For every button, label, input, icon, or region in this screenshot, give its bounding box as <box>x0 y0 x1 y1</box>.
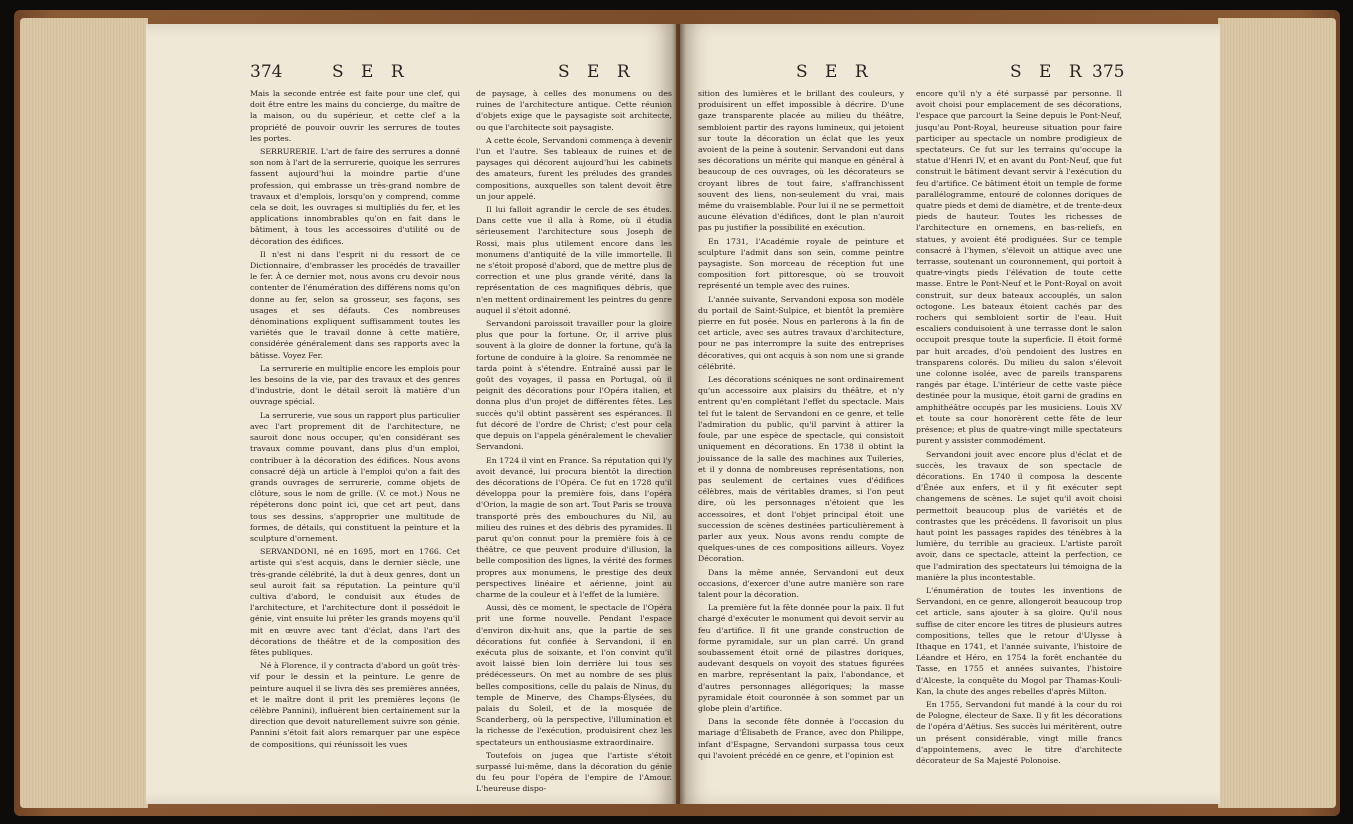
paragraph: Toutefois on jugea que l'artiste s'étoit surpassé lui-même, dans la décoration du génie du feu pour l'opéra de l'empire de l'Amour. L'heureuse dispo- <box>476 750 672 794</box>
page-number-right: 375 <box>1092 62 1125 82</box>
paragraph: encore qu'il n'y a été surpassé par personne. Il avoit choisi pour emplacement de ses décorations, l'espace que parcourt la Seine depuis le Pont-Neuf, jusqu'au Pont-Royal, heureuse situation pour faire participer au spectacle un nombre prodigieux de spectateurs. Ce fut sur les terrains qu'occupe la statue d'Henri IV, et en avant du Pont-Neuf, que fut construit le bâtiment devant servir à l'exécution du feu d'artifice. Ce bâtiment étoit un temple de forme parallélogramme, entouré de colonnes doriques de quatre pieds et demi de diamètre, et de trente-deux pieds de hauteur. Toutes les richesses de l'architecture en ornemens, en bas-reliefs, en statues, y avoient été prodiguées. Sur ce temple consacré à l'hymen, s'élevoit un attique avec une terrasse, soutenant un couronnement, qui portoit à quatre-vingts pieds l'élévation de toute cette masse. Entre le Pont-Neuf et le Pont-Royal on avoit construit, sur deux bateaux accouplés, un salon octogone. Les bateaux étoient cachés par des rochers qui sembloient sortir de l'eau. Huit escaliers conduisoient à une terrasse dont le salon occupoit presque toute la superficie. Il étoit formé par huit arcades, d'où pendoient des lustres en transparens colorés. Du milieu du salon s'élevoit une colonne isolée, avec de pareils transparens rangés par étage. L'intérieur de cette vaste pièce destinée pour la musique, étoit garni de gradins en amphithéâtre occupés par les musiciens. Louis XV et toute sa cour honorèrent cette fête de leur présence; et plus de quatre-vingt mille spectateurs purent y assister commodément. <box>916 89 1122 446</box>
page-number-left: 374 <box>250 62 283 82</box>
paragraph: Servandoni paroissoit travailler pour la gloire plus que pour la fortune. Or, il arrive plus souvent à la gloire de donner la fortune, qu'à la fortune de conduire à la gloire. Sa renommée ne tarda point à s'étendre. Entraîné aussi par le goût des voyages, il passa en Portugal, où il peignit des décorations pour l'Opéra italien, et donna plus d'un projet de différentes fêtes. Les succès qu'il obtint passèrent ses espérances. Il fut décoré de l'ordre de Christ; c'est pour cela que depuis on l'appela généralement le chevalier Servandoni. <box>476 319 672 452</box>
page-edges-right <box>1218 18 1336 808</box>
paragraph: Mais la seconde entrée est faite pour une clef, qui doit être entre les mains du concierge, du maître de la maison, ou du supérieur, et cette clef a la propriété de pouvoir ouvrir les serrures de toutes les portes. <box>250 89 460 143</box>
paragraph: La serrurerie en multiplie encore les emplois pour les besoins de la vie, par des travaux et des genres d'industrie, dont le détail seroit là matière d'un ouvrage spécial. <box>250 363 460 407</box>
running-head-right-col2: S E R <box>1010 62 1088 82</box>
paragraph: Les décorations scéniques ne sont ordinairement qu'un accessoire aux plaisirs du théâtre, et n'y entrent qu'en complétant l'effet du spectacle. Mais tel fut le talent de Servandoni en ce genre, et telle l'admiration du public, qu'il parvint à attirer la foule, par une espèce de spectacle, qui consistoit uniquement en décorations. En 1738 il obtint la jouissance de la salle des machines aux Tuileries, et il y donna de nombreuses représentations, non pas seulement de certaines vues d'édifices célèbres, mais de véritables drames, si l'on peut dire, où les personnages n'étoient que les accessoires, et dont l'objet principal étoit une succession de scènes destinées particulièrement à parler aux yeux. Nous avons rendu compte de quelques-unes de ces compositions ailleurs. Voyez Décoration. <box>698 375 904 564</box>
paragraph: L'énumération de toutes les inventions de Servandoni, en ce genre, allongeroit beaucoup trop cet article, sans ajouter à sa gloire. Qu'il nous suffise de citer encore les titres de plusieurs autres compositions, telles que le retour d'Ulysse à Ithaque en 1741, et l'année suivante, l'histoire de Léandre et Héro, en 1754 la forêt enchantée du Tasse, en 1755 et années suivantes, l'histoire d'Alceste, la conquête du Mogol par Thamas-Kouli-Kan, la chute des anges rebelles d'après Milton. <box>916 585 1122 696</box>
paragraph: L'année suivante, Servandoni exposa son modèle du portail de Saint-Sulpice, et bientôt la première pierre en fut posée. Nous en parlerons à la fin de cet article, avec ses autres travaux d'architecture, pour ne pas interrompre la suite des entreprises décoratives, qui ont acquis à son nom une si grande célébrité. <box>698 294 904 371</box>
paragraph: Dans la seconde fête donnée à l'occasion du mariage d'Élisabeth de France, avec don Philippe, infant d'Espagne, Servandoni surpassa tous ceux qui l'avoient précédé en ce genre, et l'opinion est <box>698 717 904 760</box>
paragraph: Il lui falloit agrandir le cercle de ses études. Dans cette vue il alla à Rome, où il étudia sérieusement l'architecture sous Joseph de Rossi, mais plus utilement encore dans les monumens d'antiquité de la ville immortelle. Il ne s'étoit proposé d'abord, que de mettre plus de correction et une plus grande vérité, dans la représentation de ces magnifiques débris, que n'en mettent ordinairement les peintres du genre auquel il s'étoit adonné. <box>476 205 672 315</box>
right-page-column-2 <box>916 88 1122 788</box>
book-gutter <box>672 24 686 804</box>
paragraph: Dans la même année, Servandoni eut deux occasions, d'exercer d'une autre manière son rare talent pour la décoration. <box>698 567 904 599</box>
paragraph: Né à Florence, il y contracta d'abord un goût très-vif pour le dessin et la peinture. Le genre de peinture auquel il se livra dès ses premières années, et le maître dont il prit les premières leçons (le célèbre Pannini), influèrent bien certainement sur la direction que devoit naturellement suivre son génie. Pannini s'étoit fait alors remarquer par une espèce de compositions, qui réunissoit les vues <box>250 661 460 749</box>
paragraph: SERVANDONI, né en 1695, mort en 1766. Cet artiste qui s'est acquis, dans le dernier siècle, une très-grande célébrité, la dut à deux genres, dont un seul auroit fait sa réputation. La peinture qu'il cultiva d'abord, le conduisit aux études de l'architecture, et l'architecture dont il possédoit le génie, vint ensuite lui prêter les grands moyens qu'il mit en œuvre avec tant d'éclat, dans l'art des décorations de théâtre et de la composition des fêtes publiques. <box>250 547 460 657</box>
paragraph: Servandoni jouit avec encore plus d'éclat et de succès, les travaux de son spectacle de décorations. En 1740 il composa la descente d'Énée aux enfers, et il y fit exécuter sept changemens de scènes. Le sujet qu'il avoit choisi permettoit beaucoup plus de variétés et de contrastes que les précédens. Il favorisoit un plus haut point les passages rapides des ténèbres à la lumière, du terrible au gracieux. L'artiste paroît avoir, dans ce spectacle, atteint la perfection, ce que l'admiration des spectateurs lui témoigna de la manière la plus incontestable. <box>916 449 1122 582</box>
paragraph: sition des lumières et le brillant des couleurs, y produisirent un effet impossible à décrire. D'une gaze transparente placée au milieu du théâtre, sembloient partir des rayons lumineux, qui jetoient sur toute la décoration un éclat que les yeux avoient de la peine à soutenir. Servandoni eut dans ses décorations un mérite qui manque en général à beaucoup de ces ouvrages, où les décorateurs se croyant libres de tout faire, s'affranchissent souvent des liens, non-seulement du vrai, mais même du vraisemblable. Pour lui il ne se permettoit aucune élévation d'édifices, dont le plan n'auroit pas pu justifier la possibilité en exécution. <box>698 89 904 233</box>
right-page <box>680 24 1220 804</box>
paragraph: de paysage, à celles des monumens ou des ruines de l'architecture antique. Cette réunion d'objets exige que le paysagiste soit architecte, ou que l'architecte soit paysagiste. <box>476 89 672 132</box>
paragraph: La première fut la fête donnée pour la paix. Il fut chargé d'exécuter le monument qui devoit servir au feu d'artifice. Il fit une grande construction de forme pyramidale, sur un plan carré. Un grand soubassement étoit orné de pilastres doriques, audevant desquels on voyoit des statues figurées en marbre, représentant la paix, l'abondance, et d'autres personnages allégoriques; la masse pyramidale étoit couronnée à son sommet par un globe plein d'artifice. <box>698 603 904 713</box>
paragraph: Il n'est ni dans l'esprit ni du ressort de ce Dictionnaire, d'embrasser les procédés de travailler le fer. À ce dernier mot, nous avons cru devoir nous contenter de l'énumération des différens noms qu'on donne au fer, selon sa grosseur, ses façons, ses usages et ses défauts. Ces nombreuses dénominations expliquent suffisamment toutes les variétés que le travail donne à cette matière, considérée généralement dans ses rapports avec la bâtisse. Voyez Fer. <box>250 249 460 360</box>
left-page-column-1 <box>250 88 460 788</box>
running-head-left-col1: S E R <box>332 62 410 82</box>
paragraph: Aussi, dès ce moment, le spectacle de l'Opéra prit une forme nouvelle. Pendant l'espace d'environ dix-huit ans, que la partie de ses décorations fut confiée à Servandoni, il en exécuta plus de soixante, et l'on convint qu'il avoit laissé bien loin derrière lui tous ses prédécesseurs. On met au nombre de ses plus belles compositions, celle du palais de Ninus, du temple de Minerve, des Champs-Élysées, du palais du Soleil, et de la mosquée de Scanderberg, où la perspective, l'illumination et la richesse de l'exécution, produisirent chez les spectateurs un enthousiasme extraordinaire. <box>476 603 672 747</box>
paragraph: En 1724 il vint en France. Sa réputation qui l'y avoit devancé, lui procura bientôt la direction des décorations de l'Opéra. Ce fut en 1728 qu'il développa pour la première fois, dans l'opéra d'Orion, la magie de son art. Tout Paris se trouva transporté près des embouchures du Nil, au milieu des ruines et des débris des pyramides. Il parut qu'on connut pour la première fois à ce théâtre, ce que peuvent produire d'illusion, la belle composition des lignes, la vérité des formes propres aux monumens, le prestige des deux perspectives linéaire et aérienne, joint au charme de la couleur et à l'effet de la lumière. <box>476 455 672 599</box>
paragraph: La serrurerie, vue sous un rapport plus particulier avec l'art proprement dit de l'architecture, ne sauroit donc nous occuper, qu'en considérant ses travaux comme pouvant, dans plus d'un emploi, contribuer à la décoration des édifices. Nous avons consacré déjà un article à l'emploi qu'on a fait des grands ouvrages de serrurerie, comme objets de clôture, sous le nom de grille. (V. ce mot.) Nous ne répéterons donc point ici, que cet art peut, dans tous ses dessins, s'approprier une multitude de formes, de détails, qui constituent la peinture et la sculpture d'ornement. <box>250 410 460 543</box>
paragraph: En 1731, l'Académie royale de peinture et sculpture l'admit dans son sein, comme peintre paysagiste. Son morceau de réception fut une composition fort pittoresque, où se trouvoit représenté un temple avec des ruines. <box>698 236 904 291</box>
left-page <box>146 24 676 804</box>
running-head-right-col1: S E R <box>796 62 874 82</box>
paragraph: A cette école, Servandoni commença à devenir l'un et l'autre. Ses tableaux de ruines et de paysages qui décorent aujourd'hui les cabinets des amateurs, furent les préludes des grandes compositions, auxquelles son talent devoit être un jour appelé. <box>476 135 672 201</box>
left-page-column-2 <box>476 88 672 794</box>
paragraph: SERRURERIE. L'art de faire des serrures a donné son nom à l'art de la serrurerie, quoique les serrures fassent aujourd'hui la moindre partie d'une profession, qui embrasse un très-grand nombre de travaux et d'emplois, lorsqu'on y comprend, comme cela se doit, les ouvrages si multipliés du fer, et les applications innombrables qu'on en fait dans le bâtiment, à tous les accessoires d'utilité ou de décoration des édifices. <box>250 147 460 246</box>
running-head-left-col2: S E R <box>558 62 636 82</box>
right-page-column-1 <box>698 88 904 788</box>
paragraph: En 1755, Servandoni fut mandé à la cour du roi de Pologne, électeur de Saxe. Il y fit les décorations de l'opéra d'Aëtius. Ses succès lui méritèrent, outre un présent considérable, vingt mille francs d'appointemens, avec le titre d'architecte décorateur de Sa Majesté Polonoise. <box>916 699 1122 765</box>
page-edges-left <box>20 18 148 808</box>
